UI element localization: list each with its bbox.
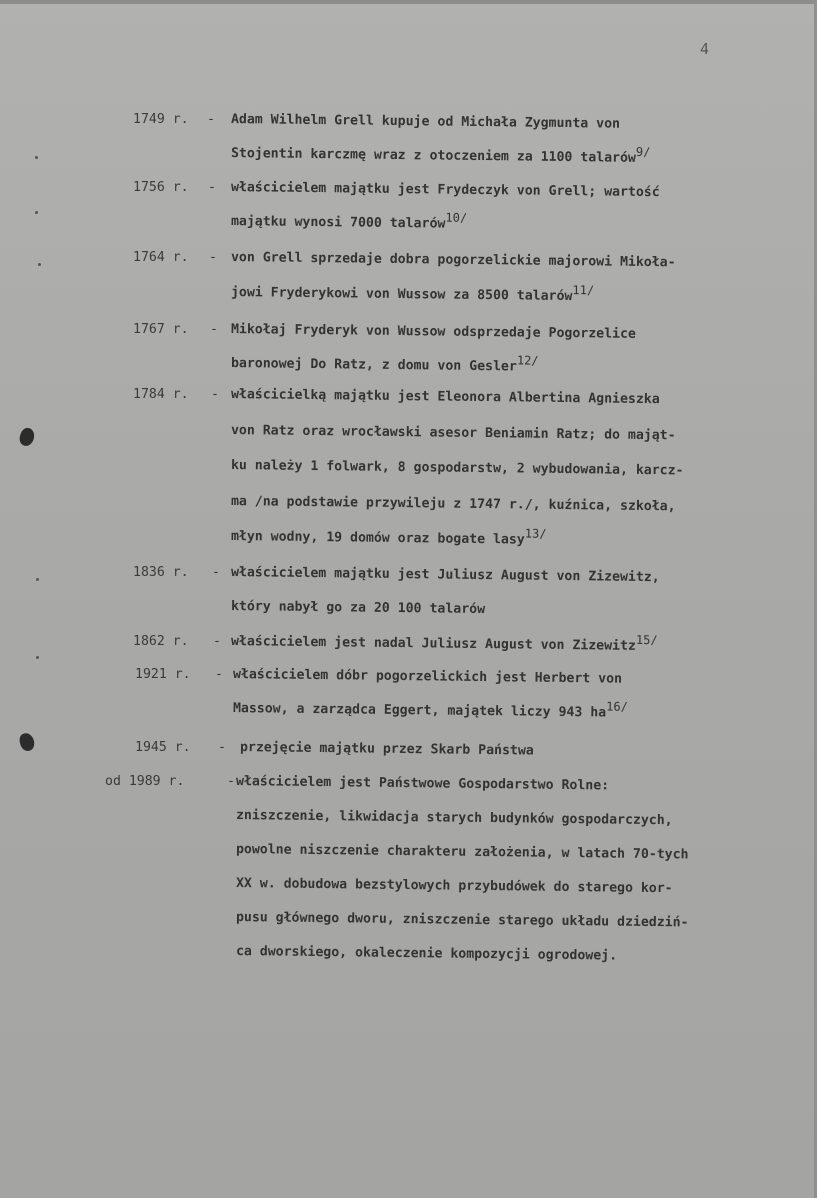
entry-line <box>231 527 547 551</box>
entry-line <box>231 110 620 135</box>
entry-line <box>236 942 617 967</box>
entry-line-text: Stojentin karczmę wraz z otoczeniem za 1100 talarów <box>230 146 636 166</box>
footnote-ref: 9/ <box>635 144 651 160</box>
entry-line <box>231 283 594 307</box>
entry-line-text: majątku wynosi 7000 talarów <box>230 214 446 232</box>
entry-line-text: właścicielem jest nadal Juliusz August von Zizewitz <box>230 634 636 654</box>
entry-line-text: właścicielką majątku jest Eleonora Albertina Agnieszka <box>230 387 660 408</box>
entry-line-text: właścicielem majątku jest Frydeczyk von Grell; wartość <box>230 180 660 201</box>
entry-line <box>231 421 676 446</box>
entry-dash: - <box>218 740 226 755</box>
entry-line-text: właścicielem majątku jest Juliusz August von Zizewitz, <box>230 565 660 586</box>
entry-line <box>233 665 622 690</box>
entry-line-text: ku należy 1 folwark, 8 gospodarstw, 2 wybudowania, karcz- <box>230 458 684 479</box>
entry-line <box>236 908 689 933</box>
footnote-ref: 15/ <box>635 632 658 648</box>
entry-line-text: XX w. dobudowa bezstylowych przybudówek do starego kor- <box>235 876 673 897</box>
footnote-ref: 12/ <box>516 353 539 368</box>
entry-year: 1767 r. <box>133 322 189 337</box>
entry-line <box>231 563 660 588</box>
entry-year: 1756 r. <box>133 180 189 195</box>
entry-line <box>231 212 467 235</box>
entry-line-text: pusu głównego dworu, zniszczenie starego układu dziedziń- <box>235 910 689 931</box>
entry-year: 1764 r. <box>133 250 189 265</box>
entry-year: od 1989 r. <box>105 774 185 789</box>
entry-line-text: Mikołaj Fryderyk von Wussow odsprzedaje Pogorzelice <box>230 322 636 342</box>
entry-line <box>236 874 673 899</box>
entry-line-text: przejęcie majątku przez Skarb Państwa <box>239 740 534 759</box>
entry-line-text: młyn wodny, 19 domów oraz bogate lasy <box>230 529 525 548</box>
entry-line-text: który nabył go za 20 100 talarów <box>230 599 486 618</box>
speck <box>36 578 39 581</box>
entry-line <box>236 840 689 865</box>
entry-line <box>233 699 628 724</box>
entry-dash: - <box>207 112 215 127</box>
entry-line <box>231 632 658 657</box>
entry-line-text: zniszczenie, likwidacja starych budynków gospodarczych, <box>235 808 673 829</box>
footnote-ref: 16/ <box>606 699 628 714</box>
entry-year: 1945 r. <box>135 740 191 755</box>
entry-line <box>231 144 651 169</box>
entry-dash: - <box>227 774 235 789</box>
entry-dash: - <box>213 634 221 649</box>
footnote-ref: 11/ <box>572 283 595 298</box>
entry-line <box>231 385 660 410</box>
entry-line-text: Massow, a zarządca Eggert, majątek liczy 943 ha <box>232 701 607 721</box>
entry-line-text: ma /na podstawie przywileju z 1747 r./, kuźnica, szkoła, <box>230 493 676 514</box>
entry-line-text: właścicielem dóbr pogorzelickich jest Herbert von <box>232 667 623 687</box>
entry-line <box>236 806 673 831</box>
binder-hole-icon <box>17 426 36 448</box>
speck <box>36 656 39 659</box>
page-top-edge <box>0 0 817 4</box>
entry-line-text: von Ratz oraz wrocławski asesor Beniamin Ratz; do mająt- <box>230 422 676 443</box>
entry-dash: - <box>212 565 220 580</box>
entry-dash: - <box>208 180 216 195</box>
footnote-ref: 10/ <box>445 210 468 225</box>
entry-line <box>231 354 539 378</box>
entry-line <box>231 597 485 620</box>
entry-year: 1749 r. <box>133 112 189 127</box>
entry-line-text: ca dworskiego, okaleczenie kompozycji ogrodowej. <box>235 944 618 964</box>
entry-line <box>231 320 636 345</box>
entry-line <box>231 248 676 273</box>
entry-dash: - <box>210 322 218 337</box>
entry-line-text: powolne niszczenie charakteru założenia, w latach 70-tych <box>235 842 689 863</box>
entry-line <box>240 738 534 762</box>
entry-year: 1862 r. <box>133 634 189 649</box>
entry-year: 1784 r. <box>133 387 189 402</box>
entry-line <box>231 178 660 203</box>
speck <box>35 211 38 214</box>
entry-line-text: Adam Wilhelm Grell kupuje od Michała Zygmunta von <box>230 112 621 132</box>
entry-line-text: jowi Fryderykowi von Wussow za 8500 talarów <box>230 285 573 305</box>
entry-line <box>236 772 609 796</box>
footnote-ref: 13/ <box>524 526 547 541</box>
entry-dash: - <box>215 667 223 682</box>
entry-year: 1921 r. <box>135 667 191 682</box>
entry-dash: - <box>211 387 219 402</box>
binder-hole-icon <box>18 731 36 752</box>
page-number: 4 <box>700 40 710 58</box>
entry-dash: - <box>209 250 217 265</box>
entry-line-text: von Grell sprzedaje dobra pogorzelickie majorowi Mikoła- <box>230 250 676 271</box>
speck <box>38 263 41 266</box>
speck <box>35 156 38 159</box>
entry-line <box>231 492 676 517</box>
entry-line <box>231 456 684 481</box>
entry-line-text: właścicielem jest Państwowe Gospodarstwo Rolne: <box>235 774 610 794</box>
entry-line-text: baronowej Do Ratz, z domu von Gesler <box>230 356 517 375</box>
entry-year: 1836 r. <box>133 565 189 580</box>
